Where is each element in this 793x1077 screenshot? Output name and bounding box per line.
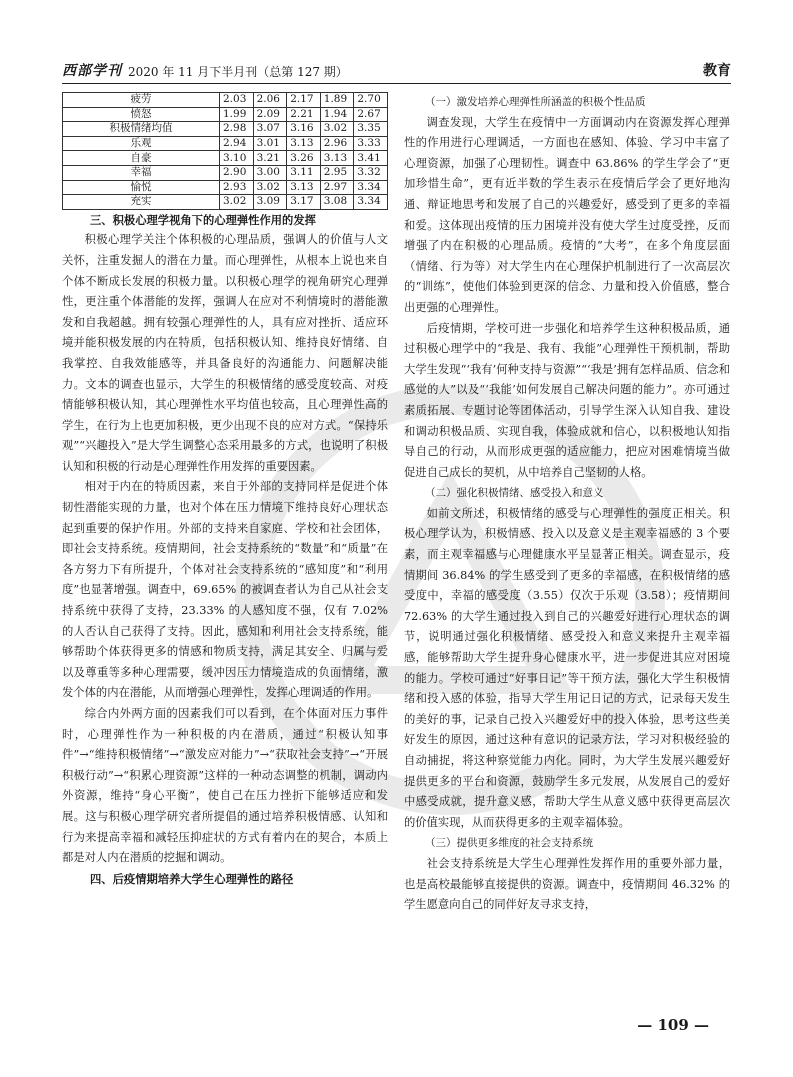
issue-info: 2020 年 11 月下半月刊（总第 127 期） xyxy=(128,65,348,79)
left-column xyxy=(62,92,388,889)
table-cell: 3.35 xyxy=(354,122,388,137)
header-left xyxy=(62,60,348,80)
table-cell: 3.01 xyxy=(253,136,287,151)
table-cell: 2.70 xyxy=(354,93,388,108)
table-row-label: 疲劳 xyxy=(63,93,220,108)
table-row-label: 充实 xyxy=(63,195,220,210)
table-cell: 3.02 xyxy=(220,195,254,210)
page-header xyxy=(62,58,731,80)
subsection-two-heading: （二）强化积极情绪、感受投入和意义 xyxy=(425,487,604,500)
table-row-label: 自豪 xyxy=(63,151,220,166)
table-cell: 3.13 xyxy=(287,136,321,151)
table-cell: 2.06 xyxy=(253,93,287,108)
table-cell: 3.16 xyxy=(287,122,321,137)
table-cell: 3.34 xyxy=(354,195,388,210)
table-cell: 2.95 xyxy=(320,165,354,180)
table-cell: 3.41 xyxy=(354,151,388,166)
table-cell: 3.21 xyxy=(253,151,287,166)
left-paragraph-3: 综合内外两方面的因素我们可以看到，在个体面对压力事件时，心理弹性作为一种积极的内在潜质，通过“积极认知事件”→“维持积极情绪”→“激发应对能力”→“获取社会支持”→“开展积极行动”→“积累心理资源”这样的一种动态调整的机制，调动内外资源，维持“身心平衡”，使自己在压力挫折下能够适应和发展。这与积极心理学研究者所提倡的通过培养积极情感、认知和行为来提高幸福和减轻压抑症状的方式有着内在的契合，本质上都是对人内在潜质的挖掘和调动。 xyxy=(62,707,388,865)
table-cell: 3.08 xyxy=(320,195,354,210)
table-row xyxy=(63,151,388,166)
table-cell: 1.89 xyxy=(320,93,354,108)
table-row-label: 愉悦 xyxy=(63,180,220,195)
table-cell: 2.90 xyxy=(220,165,254,180)
section-three-heading: 三、积极心理学视角下的心理弹性作用的发挥 xyxy=(90,212,316,227)
subsection-three-heading: （三）提供更多维度的社会支持系统 xyxy=(425,837,593,850)
table-cell: 3.13 xyxy=(320,151,354,166)
table-cell: 3.09 xyxy=(253,195,287,210)
emotion-score-table xyxy=(62,92,388,210)
table-row-label: 幸福 xyxy=(63,165,220,180)
table-cell: 2.17 xyxy=(287,93,321,108)
table-cell: 3.11 xyxy=(287,165,321,180)
table-cell: 2.98 xyxy=(220,122,254,137)
right-paragraph-1: 调查发现，大学生在疫情中一方面调动内在资源发挥心理弹性的作用进行心理调适，一方面也在感知、体验、学习中丰富了心理资源，加强了心理韧性。调查中 63.86% 的学生学会了“更加珍惜生命”，更有近半数的学生表示在疫情后学会了更好地沟通、辩证地思考和发展了自己的兴趣爱好，感受到了更多的幸福和爱。这体现出疫情的压力困境并没有使大学生过度受挫，反而增强了内在积极的心理品质。疫情的“大考”，在多个角度层面（情绪、行为等）对大学生内在心理保护机制进行了一次高层次的“训练”，使他们体验到更深的信念、力量和投入价值感，整合出更强的心理弹性。 xyxy=(404,115,730,314)
table-row xyxy=(63,165,388,180)
table-cell: 2.93 xyxy=(220,180,254,195)
table-cell: 3.13 xyxy=(287,180,321,195)
right-paragraph-4: 社会支持系统是大学生心理弹性发挥作用的重要外部力量，也是高校最能够直接提供的资源。调查中，疫情期间 46.32% 的学生愿意向自己的同伴好友寻求支持， xyxy=(404,856,730,912)
table-cell: 3.33 xyxy=(354,136,388,151)
left-paragraph-2: 相对于内在的特质因素，来自于外部的支持同样是促进个体韧性潜能实现的力量，也对个体在压力情境下维持良好心理状态起到重要的保护作用。外部的支持来自家庭、学校和社会团体，即社会支持系统。疫情期间，社会支持系统的“数量”和“质量”在各方努力下有所提升，个体对社会支持系统的“感知度”和“利用度”也显著增强。调查中，69.65% 的被调查者认为自己从社会支持系统中获得了支持，23.33% 的人感知度不强，仅有 7.02% 的人否认自己获得了支持。因此，感知和利用社会支持系统，能够帮助个体获得更多的情感和物质支持，满足其安全、归属与爱以及尊重等多种心理需要，缓冲因压力情境造成的负面情绪，激发个体的内在潜能，从而增强心理弹性，发挥心理调适的作用。 xyxy=(62,480,388,700)
page-number: — 109 — xyxy=(637,1016,709,1034)
table-cell: 2.03 xyxy=(220,93,254,108)
right-paragraph-2: 后疫情期，学校可进一步强化和培养学生这种积极品质，通过积极心理学中的“我是、我有、我能”心理弹性干预机制，帮助大学生发现“‘我有’何种支持与资源”“‘我是’拥有怎样品质、信念和感觉的人”以及“‘我能’如何发展自己解决问题的能力”。亦可通过素质拓展、专题讨论等团体活动，引导学生深入认知自我、建设和调动积极品质、实现自我，体验成就和信心，以积极地认知指导自己的行动，从而形成更强的适应能力，把应对困难情境当做促进自己成长的契机，从中培养自己坚韧的人格。 xyxy=(404,321,730,479)
table-cell: 3.02 xyxy=(253,180,287,195)
table-cell: 3.32 xyxy=(354,165,388,180)
table-cell: 3.10 xyxy=(220,151,254,166)
right-paragraph-3: 如前文所述，积极情绪的感受与心理弹性的强度正相关。积极心理学认为，积极情感、投入以及意义是主观幸福感的 3 个要素，而主观幸福感与心理健康水平呈显著正相关。调查显示，疫情期间 36.84% 的学生感受到了更多的幸福感，在积极情绪的感受度中，幸福的感受度（3.55）仅次于乐观（3.58）；疫情期间 72.63% 的大学生通过投入到自己的兴趣爱好进行心理状态的调节，说明通过强化积极情绪、感受投入和意义来提升主观幸福感，能够帮助大学生提升身心健康水平，进一步促进其应对困境的能力。学校可通过“好事日记”等干预方法，强化大学生积极情绪和投入感的体验，指导大学生用记日记的方式，记录每天发生的美好的事，记录自己投入兴趣爱好中的投入体验，思考这些美好发生的原因，通过这种有意识的记录方法，学习对积极经验的自动捕捉，将这种察觉能力内化。同时，为大学生发展兴趣爱好提供更多的平台和资源，鼓励学生多元发展，从发展自己的爱好中感受成就，提升意义感，帮助大学生从意义感中获得更高层次的价值实现，从而获得更多的主观幸福体验。 xyxy=(404,506,730,829)
table-row xyxy=(63,122,388,137)
table-cell: 3.02 xyxy=(320,122,354,137)
table-cell: 3.26 xyxy=(287,151,321,166)
table-cell: 2.21 xyxy=(287,107,321,122)
table-row-label: 积极情绪均值 xyxy=(63,122,220,137)
section-name: 教育 xyxy=(703,63,731,79)
table-cell: 3.00 xyxy=(253,165,287,180)
left-paragraph-1: 积极心理学关注个体积极的心理品质，强调人的价值与人文关怀，注重发掘人的潜在力量。而心理弹性，从根本上说也来自个体不断成长发展的积极力量。以积极心理学的视角研究心理弹性，更注重个体潜能的发挥，强调人在应对不利情境时的潜能激发和自我超越。拥有较强心理弹性的人，具有应对挫折、适应环境并能积极发展的内在特质，包括积极认知、维持良好情绪、自我掌控、自我效能感等，并具备良好的沟通能力、问题解决能力。文本的调查也显示，大学生的积极情绪的感受度较高、对疫情能够积极认知，其心理弹性水平均值也较高，且心理弹性高的学生，在行为上也更加积极，更少出现不良的应对方式。“保持乐观”“兴趣投入”是大学生调整心态采用最多的方式，也说明了积极认知和积极的行动是心理弹性作用发挥的重要因素。 xyxy=(62,233,388,473)
table-cell: 1.94 xyxy=(320,107,354,122)
table-cell: 2.67 xyxy=(354,107,388,122)
right-column xyxy=(404,92,730,916)
journal-logo: 西部学刊 xyxy=(62,63,122,79)
table-row-label: 愤怒 xyxy=(63,107,220,122)
table-row xyxy=(63,195,388,210)
table-cell: 1.99 xyxy=(220,107,254,122)
section-four-heading: 四、后疫情期培养大学生心理弹性的路径 xyxy=(90,871,294,886)
table-cell: 2.94 xyxy=(220,136,254,151)
subsection-one-heading: （一）激发培养心理弹性所涵盖的积极个性品质 xyxy=(425,96,646,108)
header-rule xyxy=(62,83,731,84)
table-row xyxy=(63,93,388,108)
table-cell: 2.97 xyxy=(320,180,354,195)
table-row xyxy=(63,180,388,195)
table-row-label: 乐观 xyxy=(63,136,220,151)
table-cell: 3.34 xyxy=(354,180,388,195)
table-row xyxy=(63,107,388,122)
table-cell: 2.09 xyxy=(253,107,287,122)
table-row xyxy=(63,136,388,151)
table-cell: 2.96 xyxy=(320,136,354,151)
table-cell: 3.07 xyxy=(253,122,287,137)
table-cell: 3.17 xyxy=(287,195,321,210)
